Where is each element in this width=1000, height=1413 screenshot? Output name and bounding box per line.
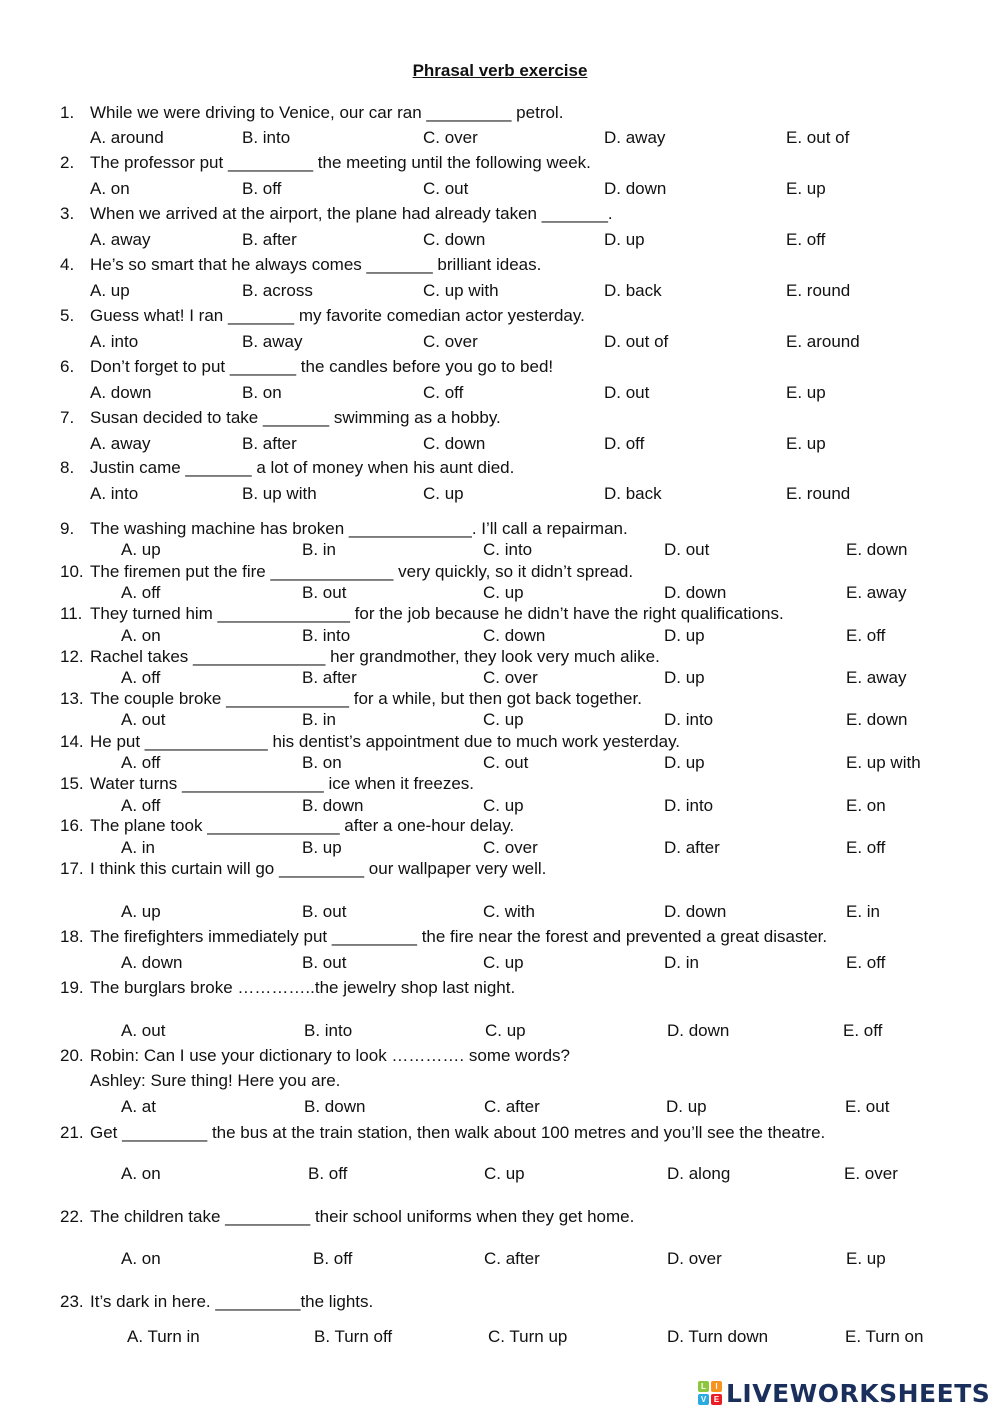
answer-option: E. Turn on: [845, 1327, 924, 1346]
question-text: The children take _________ their school uniforms when they get home.: [90, 1207, 635, 1226]
answer-option: C. over: [483, 668, 538, 687]
answer-option: C. off: [423, 383, 464, 402]
answer-option: D. in: [664, 953, 699, 972]
answer-option: B. up: [302, 838, 342, 857]
answer-option: B. into: [302, 626, 351, 645]
question-number: 16.: [60, 816, 84, 835]
question-17: [60, 859, 546, 879]
question-text: Justin came _______ a lot of money when his aunt died.: [90, 458, 515, 477]
question-14: [60, 732, 680, 752]
question-23: [60, 1292, 373, 1312]
answer-option: D. away: [604, 128, 666, 147]
answer-option: C. up: [483, 710, 524, 729]
question-number: 22.: [60, 1207, 84, 1226]
answer-option: E. away: [846, 668, 907, 687]
answer-option: A. off: [121, 753, 161, 772]
question-16: [60, 816, 514, 836]
answer-option: D. up: [664, 668, 705, 687]
logo-letter: L: [698, 1381, 709, 1392]
answer-option: C. up: [484, 1164, 525, 1183]
answer-option: A. away: [90, 230, 151, 249]
answer-option: B. into: [304, 1021, 353, 1040]
question-text: The burglars broke …………..the jewelry shop last night.: [90, 978, 516, 997]
question-text: The professor put _________ the meeting until the following week.: [90, 153, 591, 172]
question-number: 23.: [60, 1292, 84, 1311]
answer-option: B. in: [302, 710, 337, 729]
question-8: [60, 458, 514, 478]
answer-option: A. at: [121, 1097, 156, 1116]
answer-option: C. after: [484, 1249, 540, 1268]
answer-option: B. down: [304, 1097, 366, 1116]
question-19: [60, 978, 515, 998]
answer-option: D. along: [667, 1164, 731, 1183]
answer-option: D. out: [664, 540, 710, 559]
question-10: [60, 562, 633, 582]
answer-option: A. off: [121, 583, 161, 602]
question-text: He’s so smart that he always comes _______ brilliant ideas.: [90, 255, 542, 274]
answer-option: E. up: [786, 434, 826, 453]
answer-option: D. Turn down: [667, 1327, 769, 1346]
answer-option: C. over: [423, 128, 478, 147]
question-7: [60, 408, 501, 428]
question-text: Susan decided to take _______ swimming as a hobby.: [90, 408, 501, 427]
question-number: 18.: [60, 927, 84, 946]
question-12: [60, 647, 660, 667]
answer-option: C. into: [483, 540, 533, 559]
answer-option: A. on: [121, 626, 161, 645]
answer-option: C. over: [423, 332, 478, 351]
answer-option: B. out: [302, 583, 347, 602]
question-5: [60, 306, 585, 326]
question-text: The washing machine has broken _____________. I’ll call a repairman.: [90, 519, 628, 538]
question-6: [60, 357, 553, 377]
answer-option: D. down: [664, 583, 727, 602]
answer-option: C. up: [485, 1021, 526, 1040]
question-text: It’s dark in here. _________the lights.: [90, 1292, 374, 1311]
answer-option: A. in: [121, 838, 156, 857]
answer-option: C. Turn up: [488, 1327, 568, 1346]
question-15: [60, 774, 474, 794]
page-title: Phrasal verb exercise: [412, 61, 588, 80]
logo-letter: V: [698, 1394, 709, 1405]
answer-option: A. on: [121, 1164, 161, 1183]
answer-option: B. across: [242, 281, 313, 300]
question-text: They turned him ______________ for the job because he didn’t have the right qualifications.: [90, 604, 784, 623]
answer-option: C. with: [483, 902, 535, 921]
question-number: 15.: [60, 774, 84, 793]
answer-option: D. up: [664, 626, 705, 645]
answer-option: D. back: [604, 484, 662, 503]
question-9: [60, 519, 628, 539]
question-2: [60, 153, 591, 173]
answer-option: D. out of: [604, 332, 669, 351]
answer-option: A. around: [90, 128, 164, 147]
question-text: While we were driving to Venice, our car ran _________ petrol.: [90, 103, 564, 122]
question-number: 4.: [60, 255, 75, 274]
question-text: He put _____________ his dentist’s appointment due to much work yesterday.: [90, 732, 681, 751]
answer-option: D. out: [604, 383, 650, 402]
answer-option: D. over: [667, 1249, 722, 1268]
answer-option: A. into: [90, 332, 139, 351]
answer-option: C. up: [483, 953, 524, 972]
answer-option: A. down: [121, 953, 183, 972]
logo-letter: I: [711, 1381, 722, 1392]
answer-option: C. over: [483, 838, 538, 857]
question-number: 2.: [60, 153, 75, 172]
answer-option: E. off: [846, 838, 886, 857]
answer-option: E. out of: [786, 128, 850, 147]
question-text: Robin: Can I use your dictionary to look …………. some words?: [90, 1046, 570, 1065]
question-22: [60, 1207, 634, 1227]
answer-option: C. up: [483, 583, 524, 602]
answer-option: E. down: [846, 540, 908, 559]
question-21: [60, 1123, 825, 1143]
answer-option: D. into: [664, 710, 714, 729]
question-number: 1.: [60, 103, 75, 122]
answer-option: E. over: [844, 1164, 898, 1183]
answer-option: D. after: [664, 838, 720, 857]
answer-option: C. up with: [423, 281, 499, 300]
answer-option: B. after: [242, 230, 297, 249]
answer-option: A. away: [90, 434, 151, 453]
question-text: Get _________ the bus at the train station, then walk about 100 metres and you’ll see the theatre.: [90, 1123, 826, 1142]
answer-option: B. off: [242, 179, 282, 198]
answer-option: D. up: [666, 1097, 707, 1116]
answer-option: E. down: [846, 710, 908, 729]
answer-option: E. away: [846, 583, 907, 602]
answer-option: B. on: [242, 383, 282, 402]
answer-option: B. out: [302, 953, 347, 972]
answer-option: E. off: [843, 1021, 883, 1040]
answer-option: C. out: [423, 179, 469, 198]
answer-option: C. up: [483, 796, 524, 815]
question-number: 6.: [60, 357, 75, 376]
answer-option: A. Turn in: [127, 1327, 200, 1346]
answer-option: D. down: [664, 902, 727, 921]
answer-option: B. out: [302, 902, 347, 921]
question-text: Rachel takes ______________ her grandmother, they look very much alike.: [90, 647, 660, 666]
question-text: The firefighters immediately put _________ the fire near the forest and prevented a great disaster.: [90, 927, 828, 946]
answer-option: E. on: [846, 796, 886, 815]
answer-option: C. up: [423, 484, 464, 503]
answer-option: A. out: [121, 710, 166, 729]
question-number: 7.: [60, 408, 75, 427]
answer-option: A. up: [90, 281, 130, 300]
answer-option: C. out: [483, 753, 529, 772]
question-number: 5.: [60, 306, 75, 325]
answer-option: C. down: [423, 434, 486, 453]
question-number: 20.: [60, 1046, 84, 1065]
answer-option: A. off: [121, 668, 161, 687]
answer-option: E. up with: [846, 753, 921, 772]
answer-option: B. on: [302, 753, 342, 772]
answer-option: D. up: [664, 753, 705, 772]
question-1: [60, 103, 563, 123]
question-11: [60, 604, 784, 624]
answer-option: B. into: [242, 128, 291, 147]
question-number: 10.: [60, 562, 84, 581]
logo-letter: E: [711, 1394, 722, 1405]
question-20: [60, 1046, 570, 1066]
answer-option: B. off: [308, 1164, 348, 1183]
answer-option: B. after: [302, 668, 357, 687]
answer-option: E. up: [846, 1249, 886, 1268]
question-number: 17.: [60, 859, 84, 878]
answer-option: E. off: [846, 953, 886, 972]
answer-option: A. out: [121, 1021, 166, 1040]
question-text: The couple broke _____________ for a while, but then got back together.: [90, 689, 642, 708]
answer-option: D. down: [667, 1021, 730, 1040]
answer-option: B. away: [242, 332, 303, 351]
answer-option: A. off: [121, 796, 161, 815]
answer-option: B. down: [302, 796, 364, 815]
answer-option: A. on: [121, 1249, 161, 1268]
question-text: I think this curtain will go _________ our wallpaper very well.: [90, 859, 547, 878]
answer-option: E. round: [786, 281, 851, 300]
logo-text: LIVEWORKSHEETS: [726, 1378, 991, 1408]
answer-option: B. in: [302, 540, 337, 559]
answer-option: D. off: [604, 434, 645, 453]
question-number: 13.: [60, 689, 84, 708]
question-18: [60, 927, 827, 947]
logo-mark-icon: [698, 1381, 722, 1405]
answer-option: D. into: [664, 796, 714, 815]
answer-option: A. down: [90, 383, 152, 402]
answer-option: A. on: [90, 179, 130, 198]
answer-option: B. up with: [242, 484, 317, 503]
answer-option: C. down: [483, 626, 546, 645]
question-text: The firemen put the fire _____________ very quickly, so it didn’t spread.: [90, 562, 634, 581]
question-text: Don’t forget to put _______ the candles before you go to bed!: [90, 357, 554, 376]
answer-option: B. off: [313, 1249, 353, 1268]
answer-option: A. up: [121, 902, 161, 921]
answer-option: B. Turn off: [314, 1327, 393, 1346]
answer-option: E. out: [845, 1097, 890, 1116]
answer-option: D. back: [604, 281, 662, 300]
question-number: 9.: [60, 519, 75, 538]
liveworksheets-logo: [698, 1378, 990, 1408]
answer-option: A. up: [121, 540, 161, 559]
question-number: 3.: [60, 204, 75, 223]
question-4: [60, 255, 541, 275]
question-number: 12.: [60, 647, 84, 666]
question-text: Water turns _______________ ice when it freezes.: [90, 774, 475, 793]
answer-option: E. up: [786, 383, 826, 402]
answer-option: C. after: [484, 1097, 540, 1116]
question-number: 21.: [60, 1123, 84, 1142]
question-13: [60, 689, 642, 709]
question-3: [60, 204, 613, 224]
question-number: 14.: [60, 732, 84, 751]
answer-option: E. up: [786, 179, 826, 198]
question-text: Guess what! I ran _______ my favorite comedian actor yesterday.: [90, 306, 585, 325]
question-number: 19.: [60, 978, 84, 997]
answer-option: E. off: [846, 626, 886, 645]
answer-option: A. into: [90, 484, 139, 503]
question-text: The plane took ______________ after a one-hour delay.: [90, 816, 515, 835]
answer-option: E. around: [786, 332, 860, 351]
answer-option: E. in: [846, 902, 881, 921]
question-number: 11.: [60, 604, 83, 623]
question-number: 8.: [60, 458, 75, 477]
question-text: When we arrived at the airport, the plane had already taken _______.: [90, 204, 613, 223]
answer-option: B. after: [242, 434, 297, 453]
question-text-line2: Ashley: Sure thing! Here you are.: [90, 1071, 341, 1090]
answer-option: C. down: [423, 230, 486, 249]
answer-option: D. down: [604, 179, 667, 198]
answer-option: D. up: [604, 230, 645, 249]
answer-option: E. off: [786, 230, 826, 249]
answer-option: E. round: [786, 484, 851, 503]
